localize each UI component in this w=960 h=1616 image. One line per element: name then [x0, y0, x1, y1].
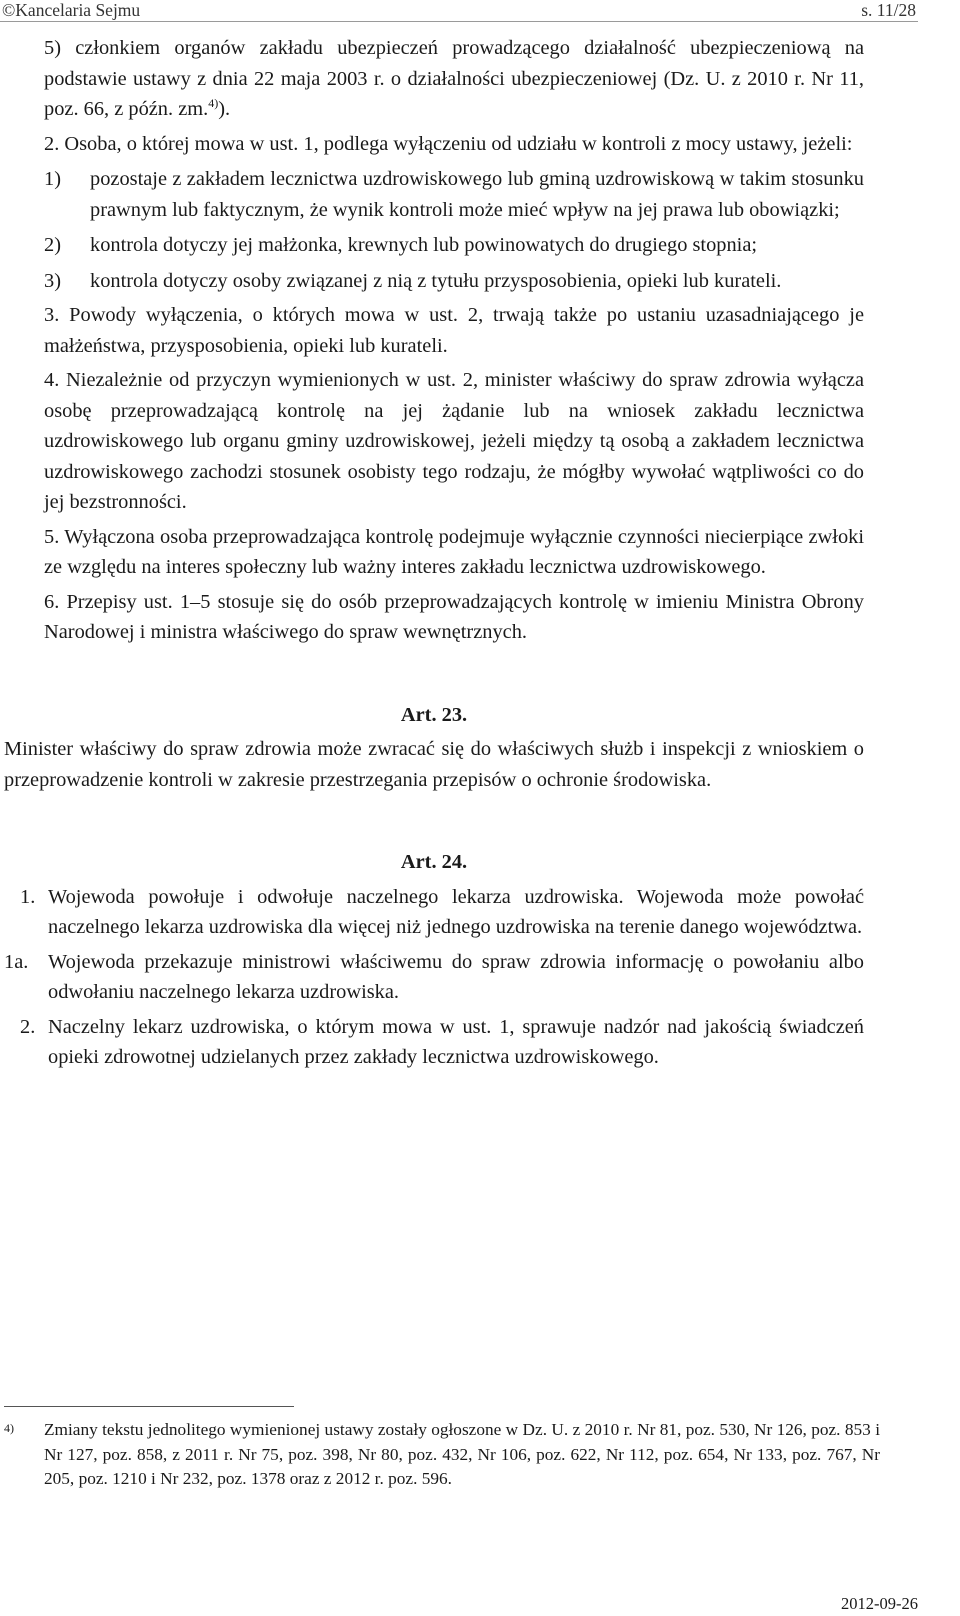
ust-label: 1.: [20, 885, 36, 908]
ust-text: Naczelny lekarz uzdrowiska, o którym mowa w ust. 1, sprawuje nadzór nad jakością świadczeń opieki zdrowotnej udzielanych przez zakłady lecznictwa uzdrowiskowego.: [48, 1015, 864, 1068]
footnote-label: 4): [4, 1421, 14, 1435]
ust-label: 1a.: [4, 950, 29, 973]
ust-5: 5. Wyłączona osoba przeprowadzająca kontrolę podejmuje wyłącznie czynności niecierpiące zwłoki ze względu na interes społeczny lub ważny interes zakładu lecznictwa uzdrowiskowego.: [44, 525, 864, 578]
ust-2-point-1: [4, 164, 864, 225]
point-5: [4, 33, 864, 125]
footnote-text: Zmiany tekstu jednolitego wymienionej ustawy zostały ogłoszone w Dz. U. z 2010 r. Nr 81, poz. 530, Nr 126, poz. 853 i Nr 127, poz. 858, z 2011 r. Nr 75, poz. 398, Nr 80, poz. 432, Nr 106, poz. 622, Nr 112, poz. 654, Nr 133, poz. 767, Nr 205, poz. 1210 i Nr 232, poz. 1378 oraz z 2012 r. poz. 596.: [44, 1420, 880, 1488]
document-date: 2012-09-26: [841, 1594, 918, 1613]
article-24-title: Art. 24.: [400, 851, 468, 873]
ust-4: 4. Niezależnie od przyczyn wymienionych w ust. 2, minister właściwy do spraw zdrowia wyłącza osobę przeprowadzającą kontrolę na jej żądanie lub na wniosek zakładu lecznictwa uzdrowiskowego lub organu gminy uzdrowiskowej, jeżeli między tą osobą a zakładem lecznictwa uzdrowiskowego zachodzi stosunek osobisty tego rodzaju, że mógłby wywołać wątpliwości co do jej bezstronności.: [44, 369, 864, 513]
header-page-number: s. 11/28: [861, 0, 916, 20]
point-text: pozostaje z zakładem lecznictwa uzdrowiskowego lub gminą uzdrowiskową w takim stosunku prawnym lub faktycznym, że wynik kontroli może mieć wpływ na jej prawa lub obowiązki;: [90, 168, 864, 221]
article-23-title: Art. 23.: [400, 703, 468, 726]
ust-label: 2.: [20, 1015, 36, 1038]
point-5-end: ).: [218, 98, 231, 120]
ust-2-point-2: [4, 230, 864, 261]
ust-2: 2. Osoba, o której mowa w ust. 1, podlega wyłączeniu od udziału w kontroli z mocy ustawy, jeżeli:: [44, 132, 853, 155]
point-5-text: 5) członkiem organów zakładu ubezpieczeń prowadzącego działalność ubezpieczeniową na podstawie ustawy z dnia 22 maja 2003 r. o działalności ubezpieczeniowej (Dz. U. z 2010 r. Nr 11, poz. 66, z późn. zm.: [44, 37, 864, 120]
article-23-text: Minister właściwy do spraw zdrowia może zwracać się do właściwych służb i inspekcji z wnioskiem o przeprowadzenie kontroli w zakresie przestrzegania przepisów o ochronie środowiska.: [4, 738, 864, 791]
article-24-ust-1a: [4, 947, 864, 1008]
footnote-ref[interactable]: 4): [208, 96, 219, 110]
point-label: 1): [44, 168, 61, 190]
header-copyright: ©Kancelaria Sejmu: [2, 0, 141, 20]
header-divider: [0, 21, 918, 22]
ust-6: 6. Przepisy ust. 1–5 stosuje się do osób przeprowadzających kontrolę w imieniu Ministra Obrony Narodowej i ministra właściwego do spraw wewnętrznych.: [44, 590, 864, 643]
document-body: [4, 33, 864, 1073]
point-text: kontrola dotyczy osoby związanej z nią z tytułu przysposobienia, opieki lub kurateli.: [90, 269, 782, 292]
ust-text: Wojewoda powołuje i odwołuje naczelnego lekarza uzdrowiska. Wojewoda może powołać naczelnego lekarza uzdrowiska dla więcej niż jednego uzdrowiska na terenie danego województwa.: [48, 885, 864, 938]
footnote-4: [4, 1418, 880, 1492]
point-label: 3): [44, 269, 61, 292]
ust-3: 3. Powody wyłączenia, o których mowa w ust. 2, trwają także po ustaniu uzasadniającego je małżeństwa, przysposobienia, opieki lub kurateli.: [44, 304, 864, 357]
article-24-ust-1: [4, 882, 864, 943]
footnote-divider: [4, 1406, 294, 1407]
ust-text: Wojewoda przekazuje ministrowi właściwemu do spraw zdrowia informację o powołaniu albo odwołaniu naczelnego lekarza uzdrowiska.: [48, 950, 864, 1003]
ust-2-point-3: [4, 266, 864, 297]
point-label: 2): [44, 234, 61, 256]
point-text: kontrola dotyczy jej małżonka, krewnych lub powinowatych do drugiego stopnia;: [90, 234, 758, 256]
article-24-ust-2: [4, 1012, 864, 1073]
